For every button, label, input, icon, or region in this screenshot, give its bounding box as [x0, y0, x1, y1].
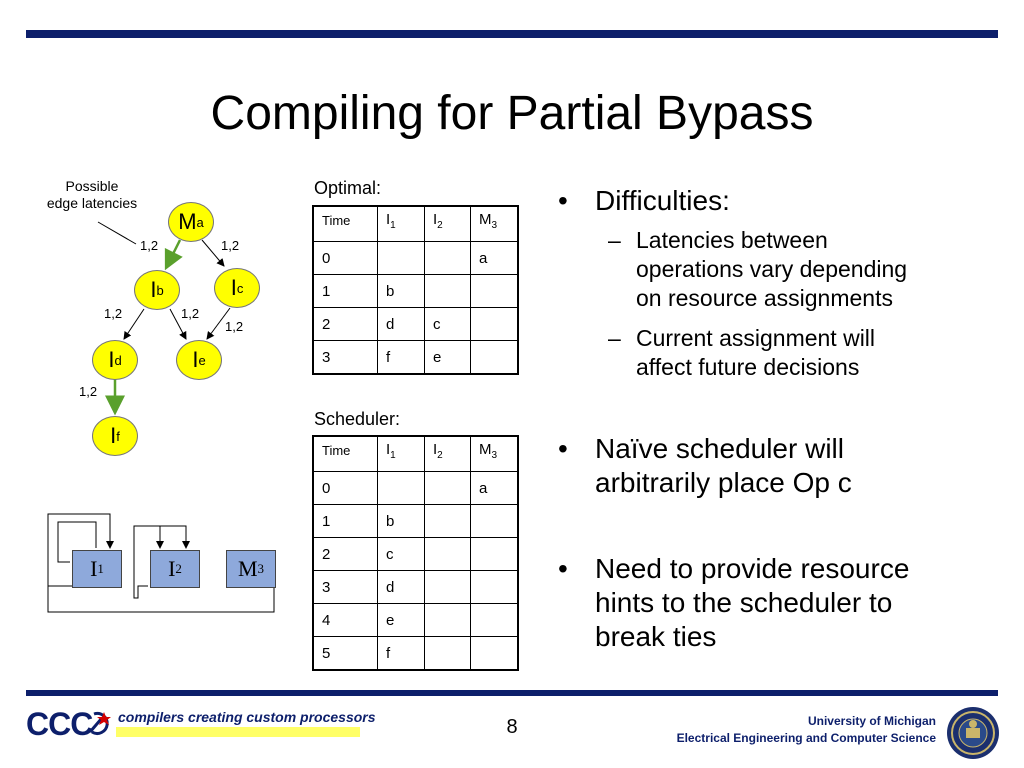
sickle-icon: [84, 708, 114, 738]
slide-title: Compiling for Partial Bypass: [210, 87, 814, 140]
tagline: compilers creating custom processors: [118, 709, 376, 725]
tagline-bar: [116, 727, 360, 737]
edge-label-id-if: 1,2: [79, 384, 98, 399]
table-row: [313, 571, 518, 604]
table-cell: [425, 505, 471, 538]
bullet-mark: •: [558, 185, 568, 216]
table-cell: [425, 242, 471, 275]
table-cell: [471, 341, 519, 375]
table-row: [313, 275, 518, 308]
table-cell: d: [378, 308, 425, 341]
edge-latency-annotation: Possible edge latencies: [46, 178, 138, 211]
node-ic: I c: [214, 268, 260, 308]
table-cell: 3: [313, 341, 378, 375]
table-cell: f: [378, 341, 425, 375]
table-cell: [471, 308, 519, 341]
table-cell: [378, 472, 425, 505]
header-i1: $I_1$: [378, 436, 425, 472]
bullet-resource-hints: • Need to provide resource hints to the scheduler to break ties: [558, 553, 910, 652]
header-m3: $M_3$: [471, 436, 519, 472]
table-cell: b: [378, 275, 425, 308]
table-cell: 1: [313, 275, 378, 308]
header-i2: $I_2$: [425, 436, 471, 472]
university-name: University of Michigan: [807, 714, 936, 728]
table-row: [313, 604, 518, 637]
unit-i2: I 2: [150, 550, 200, 588]
table-cell: c: [378, 538, 425, 571]
optimal-caption: Optimal:: [314, 178, 382, 198]
bullet-difficulties: • Difficulties:: [558, 185, 730, 216]
header-m3: $M_3$: [471, 206, 519, 242]
table-cell: 0: [313, 242, 378, 275]
table-cell: [471, 538, 519, 571]
table-cell: 0: [313, 472, 378, 505]
table-cell: 3: [313, 571, 378, 604]
table-cell: 2: [313, 308, 378, 341]
department-name: Electrical Engineering and Computer Science: [676, 731, 936, 745]
table-cell: a: [471, 242, 519, 275]
table-cell: 4: [313, 604, 378, 637]
sub-bullet-assignment: – Current assignment will affect future decisions: [608, 325, 876, 380]
table-header-row: [313, 436, 518, 472]
ccc-logo-text: CCC: [26, 706, 93, 742]
bullet-naive-scheduler: • Naïve scheduler will arbitrarily place Op c: [558, 433, 852, 498]
table-cell: [378, 242, 425, 275]
table-cell: b: [378, 505, 425, 538]
table-cell: f: [378, 637, 425, 671]
scheduler-caption: Scheduler:: [314, 409, 401, 429]
header-time: Time: [313, 206, 378, 242]
scheduler-table: [312, 435, 519, 671]
header-time: Time: [313, 436, 378, 472]
table-cell: [471, 604, 519, 637]
node-ib: I b: [134, 270, 180, 310]
table-cell: 5: [313, 637, 378, 671]
table-cell: a: [471, 472, 519, 505]
header-i2: $I_2$: [425, 206, 471, 242]
edge-label-ib-ie: 1,2: [181, 306, 200, 321]
table-cell: 2: [313, 538, 378, 571]
node-id: I d: [92, 340, 138, 380]
table-cell: [425, 538, 471, 571]
table-cell: e: [378, 604, 425, 637]
table-cell: [425, 472, 471, 505]
unit-i1: I 1: [72, 550, 122, 588]
bypass-wires: [0, 0, 300, 640]
table-cell: c: [425, 308, 471, 341]
node-if: I f: [92, 416, 138, 456]
page-number: 8: [506, 716, 518, 738]
unit-m3: M 3: [226, 550, 276, 588]
table-cell: d: [378, 571, 425, 604]
table-row: [313, 242, 518, 275]
optimal-table: [312, 205, 519, 375]
table-cell: e: [425, 341, 471, 375]
dash-mark: –: [608, 325, 621, 351]
table-row: [313, 341, 518, 375]
table-cell: [425, 275, 471, 308]
table-cell: [425, 571, 471, 604]
header-i1: $I_1$: [378, 206, 425, 242]
bottom-rule: [26, 690, 998, 696]
table-cell: [425, 637, 471, 671]
dash-mark: –: [608, 227, 621, 253]
table-cell: [471, 637, 519, 671]
bullet-mark: •: [558, 433, 568, 464]
edge-label-ma-ic: 1,2: [221, 238, 240, 253]
table-row: [313, 308, 518, 341]
bullet-mark: •: [558, 553, 568, 584]
table-row: [313, 472, 518, 505]
table-cell: [425, 604, 471, 637]
university-seal-icon: [946, 706, 1000, 760]
table-cell: [471, 571, 519, 604]
table-header-row: [313, 206, 518, 242]
table-cell: [471, 505, 519, 538]
table-cell: [471, 275, 519, 308]
edge-label-ma-ib: 1,2: [140, 238, 159, 253]
table-row: [313, 538, 518, 571]
node-ma: M a: [168, 202, 214, 242]
sub-bullet-latencies: – Latencies between operations vary depending on resource assignments: [608, 227, 908, 311]
edge-label-ib-id: 1,2: [104, 306, 123, 321]
node-ie: I e: [176, 340, 222, 380]
table-row: [313, 637, 518, 671]
table-cell: 1: [313, 505, 378, 538]
table-row: [313, 505, 518, 538]
edge-label-ic-ie: 1,2: [225, 319, 244, 334]
